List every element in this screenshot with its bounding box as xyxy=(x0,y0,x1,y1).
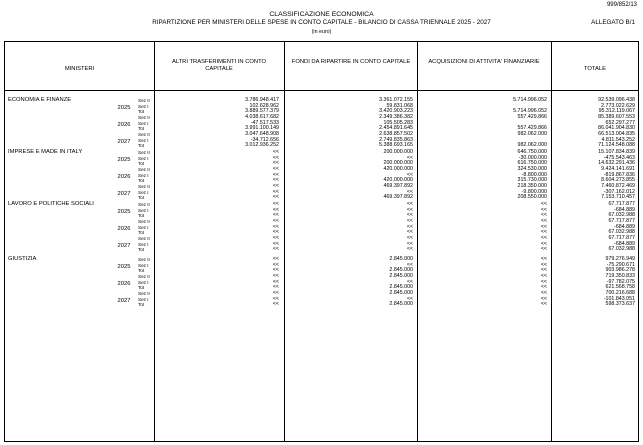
altri-trasferimenti-value: << xyxy=(272,218,279,224)
section-label: Sez II xyxy=(138,202,150,207)
fondi-da-ripartire-value: 469.397.892 xyxy=(383,183,413,189)
totale-value: 652.297.277 xyxy=(605,119,635,126)
altri-trasferimenti-value: << xyxy=(272,160,279,166)
fondi-da-ripartire-value: 469.397.892 xyxy=(383,194,413,200)
altri-trasferimenti-value: 3.012.936.252 xyxy=(245,142,279,148)
altri-trasferimenti-value: << xyxy=(272,194,279,200)
fondi-da-ripartire-value: 2.638.857.502 xyxy=(379,131,413,137)
fondi-da-ripartire-value: << xyxy=(406,229,413,235)
section-label: Sez I xyxy=(138,279,149,285)
fondi-da-ripartire-value: << xyxy=(406,206,413,213)
acquisizioni-value: << xyxy=(540,218,547,224)
altri-trasferimenti-value: << xyxy=(272,301,279,307)
altri-trasferimenti-value: << xyxy=(272,267,279,273)
section-label: Sez II xyxy=(138,257,150,262)
totale-value: 9.424.141.691 xyxy=(601,166,635,172)
year-label: 2027 xyxy=(117,139,131,145)
ministry-name: GIUSTIZIA xyxy=(8,256,37,262)
totale-value: -101.843.051 xyxy=(603,295,635,302)
altri-trasferimenti-value: << xyxy=(272,212,279,218)
section-label: Sez II xyxy=(138,150,150,155)
totale-value: 92.539.096.438 xyxy=(598,97,635,103)
acquisizioni-value: << xyxy=(540,201,547,207)
altri-trasferimenti-value: << xyxy=(272,177,279,183)
section-label: Tot xyxy=(138,268,145,273)
fondi-da-ripartire-value: 2.845.000 xyxy=(389,267,413,273)
totale-value: 85.389.607.553 xyxy=(598,114,635,120)
acquisizioni-value: 616.750.000 xyxy=(517,160,547,166)
table-row xyxy=(5,246,638,253)
fondi-da-ripartire-value: 2.845.000 xyxy=(389,301,413,307)
altri-trasferimenti-value: 102.628.962 xyxy=(249,102,279,109)
year-label: 2026 xyxy=(117,122,131,128)
altri-trasferimenti-value: << xyxy=(272,229,279,235)
section-label: Sez II xyxy=(138,98,150,103)
fondi-da-ripartire-value: 105.505.283 xyxy=(383,119,413,126)
section-label: Tot xyxy=(138,126,145,131)
section-label: Tot xyxy=(138,213,145,218)
section-label: Tot xyxy=(138,247,145,252)
currency-note: (in euro) xyxy=(311,29,332,35)
fondi-da-ripartire-value: 5.388.693.165 xyxy=(379,142,413,148)
section-label: Sez I xyxy=(138,155,149,161)
totale-value: 598.373.637 xyxy=(605,301,635,307)
acquisizioni-value: << xyxy=(540,261,547,268)
totale-value: 621.568.758 xyxy=(605,284,635,290)
altri-trasferimenti-value: << xyxy=(272,256,279,262)
altri-trasferimenti-value: << xyxy=(272,246,279,252)
fondi-da-ripartire-value: << xyxy=(406,235,413,241)
acquisizioni-value: << xyxy=(540,246,547,252)
totale-value: 700.216.688 xyxy=(605,290,635,296)
year-label: 2026 xyxy=(117,226,131,232)
section-label: Tot xyxy=(138,109,145,114)
altri-trasferimenti-value: << xyxy=(272,188,279,195)
acquisizioni-value: << xyxy=(540,295,547,302)
acquisizioni-value: << xyxy=(540,278,547,285)
altri-trasferimenti-value: -47.517.533 xyxy=(250,119,279,126)
document-code: 999/852/13 xyxy=(606,2,637,8)
fondi-da-ripartire-value: 2.845.000 xyxy=(389,273,413,279)
acquisizioni-value: 557.429.866 xyxy=(517,114,547,120)
fondi-da-ripartire-value: << xyxy=(406,240,413,247)
section-label: Tot xyxy=(138,230,145,235)
acquisizioni-value: 208.550.000 xyxy=(517,194,547,200)
totale-value: 71.124.548.088 xyxy=(598,142,635,148)
acquisizioni-value: << xyxy=(540,223,547,230)
acquisizioni-value: << xyxy=(540,267,547,273)
fondi-da-ripartire-value: 2.845.000 xyxy=(389,290,413,296)
acquisizioni-value: << xyxy=(540,256,547,262)
acquisizioni-value: 646.750.000 xyxy=(517,149,547,155)
section-label: Tot xyxy=(138,285,145,290)
section-label: Sez II xyxy=(138,291,150,296)
acquisizioni-value: << xyxy=(540,273,547,279)
acquisizioni-value: << xyxy=(540,284,547,290)
table-row xyxy=(5,301,638,308)
budget-table xyxy=(4,41,639,442)
totale-value: 67.717.877 xyxy=(608,235,635,241)
acquisizioni-value: << xyxy=(540,240,547,247)
totale-value: 67.032.988 xyxy=(608,212,635,218)
section-label: Sez I xyxy=(138,189,149,195)
table-row xyxy=(5,142,638,149)
altri-trasferimenti-value: 4.038.617.682 xyxy=(245,114,279,120)
fondi-da-ripartire-value: << xyxy=(406,154,413,161)
totale-value: 67.717.877 xyxy=(608,218,635,224)
section-label: Tot xyxy=(138,302,145,307)
acquisizioni-value: 315.730.000 xyxy=(517,177,547,183)
section-label: Sez II xyxy=(138,219,150,224)
column-header-altri-trasferimenti: ALTRI TRASFERIMENTI IN CONTO CAPITALE xyxy=(171,59,267,72)
column-header-acquisizioni: ACQUISIZIONI DI ATTIVITA' FINANZIARIE xyxy=(428,59,540,65)
fondi-da-ripartire-value: 2.845.000 xyxy=(389,284,413,290)
section-label: Sez II xyxy=(138,115,150,120)
acquisizioni-value: << xyxy=(540,229,547,235)
acquisizioni-value: 982.062.000 xyxy=(517,142,547,148)
altri-trasferimenti-value: << xyxy=(272,261,279,268)
year-label: 2026 xyxy=(117,281,131,287)
fondi-da-ripartire-value: << xyxy=(406,188,413,195)
section-label: Sez I xyxy=(138,172,149,178)
totale-value: 979.276.949 xyxy=(605,256,635,262)
section-label: Sez I xyxy=(138,296,149,302)
section-label: Sez I xyxy=(138,120,149,126)
altri-trasferimenti-value: 3.889.577.379 xyxy=(245,108,279,114)
year-label: 2025 xyxy=(117,105,131,111)
totale-value: 67.032.988 xyxy=(608,246,635,252)
ministry-name: ECONOMIA E FINANZE xyxy=(8,97,72,103)
altri-trasferimenti-value: << xyxy=(272,206,279,213)
section-label: Sez I xyxy=(138,207,149,213)
acquisizioni-value: 5.714.996.052 xyxy=(513,97,547,103)
section-label: Sez I xyxy=(138,241,149,247)
fondi-da-ripartire-value: 2.349.386.382 xyxy=(379,114,413,120)
header-divider xyxy=(5,90,638,91)
acquisizioni-value: 218.350.000 xyxy=(517,183,547,189)
totale-value: 14.632.291.436 xyxy=(598,160,635,166)
altri-trasferimenti-value: << xyxy=(272,273,279,279)
ministry-name: IMPRESE E MADE IN ITALY xyxy=(8,149,83,155)
fondi-da-ripartire-value: 2.454.891.645 xyxy=(379,125,413,131)
acquisizioni-value: -8.800.000 xyxy=(521,171,547,178)
year-label: 2027 xyxy=(117,298,131,304)
altri-trasferimenti-value: << xyxy=(272,284,279,290)
fondi-da-ripartire-value: << xyxy=(406,201,413,207)
year-label: 2027 xyxy=(117,191,131,197)
fondi-da-ripartire-value: << xyxy=(406,218,413,224)
year-label: 2025 xyxy=(117,157,131,163)
totale-value: 86.041.904.830 xyxy=(598,125,635,131)
section-label: Sez II xyxy=(138,132,150,137)
section-label: Sez II xyxy=(138,274,150,279)
section-label: Tot xyxy=(138,143,145,148)
report-title: CLASSIFICAZIONE ECONOMICA xyxy=(269,11,374,18)
altri-trasferimenti-value: 3.991.100.149 xyxy=(245,125,279,131)
acquisizioni-value: << xyxy=(540,290,547,296)
column-header-totale: TOTALE xyxy=(583,66,606,72)
altri-trasferimenti-value: << xyxy=(272,154,279,161)
section-label: Sez I xyxy=(138,224,149,230)
fondi-da-ripartire-value: 2.749.835.863 xyxy=(379,136,413,143)
year-label: 2025 xyxy=(117,209,131,215)
altri-trasferimenti-value: -34.712.656 xyxy=(250,136,279,143)
table-row xyxy=(5,194,638,201)
altri-trasferimenti-value: << xyxy=(272,278,279,285)
acquisizioni-value: 557.429.866 xyxy=(517,125,547,131)
acquisizioni-value: 5.714.996.052 xyxy=(513,108,547,114)
totale-value: 2.773.022.629 xyxy=(601,102,635,109)
fondi-da-ripartire-value: << xyxy=(406,246,413,252)
fondi-da-ripartire-value: << xyxy=(406,261,413,268)
totale-value: 7.153.710.457 xyxy=(601,194,635,200)
column-header-ministeri: MINISTERI xyxy=(64,66,95,72)
section-label: Sez II xyxy=(138,184,150,189)
totale-value: -684.889 xyxy=(614,206,635,213)
section-label: Sez II xyxy=(138,167,150,172)
acquisizioni-value: -30.000.000 xyxy=(518,154,547,161)
fondi-da-ripartire-value: 3.361.072.155 xyxy=(379,97,413,103)
fondi-da-ripartire-value: << xyxy=(406,171,413,178)
altri-trasferimenti-value: << xyxy=(272,295,279,302)
acquisizioni-value: 324.530.000 xyxy=(517,166,547,172)
annex-label: ALLEGATO B/1 xyxy=(591,19,635,26)
totale-value: -819.867.836 xyxy=(603,171,635,178)
fondi-da-ripartire-value: << xyxy=(406,295,413,302)
ministry-name: LAVORO E POLITICHE SOCIALI xyxy=(8,201,94,207)
totale-value: 8.604.273.855 xyxy=(601,177,635,183)
acquisizioni-value: << xyxy=(540,235,547,241)
report-subtitle: RIPARTIZIONE PER MINISTERI DELLE SPESE IN CONTO CAPITALE - BILANCIO DI CASSA TRIENNALE 2025 - 2027 xyxy=(152,19,491,26)
section-label: Tot xyxy=(138,195,145,200)
totale-value: -684.889 xyxy=(614,223,635,230)
acquisizioni-value: -9.800.000 xyxy=(521,188,547,195)
section-label: Sez I xyxy=(138,262,149,268)
acquisizioni-value: 982.062.000 xyxy=(517,131,547,137)
altri-trasferimenti-value: << xyxy=(272,235,279,241)
totale-value: -75.290.671 xyxy=(606,261,635,268)
altri-trasferimenti-value: << xyxy=(272,183,279,189)
altri-trasferimenti-value: << xyxy=(272,171,279,178)
fondi-da-ripartire-value: 420.000.000 xyxy=(383,177,413,183)
acquisizioni-value: << xyxy=(540,212,547,218)
year-label: 2025 xyxy=(117,264,131,270)
altri-trasferimenti-value: 3.047.648.908 xyxy=(245,131,279,137)
altri-trasferimenti-value: << xyxy=(272,290,279,296)
section-label: Tot xyxy=(138,178,145,183)
totale-value: -475.543.463 xyxy=(603,154,635,161)
fondi-da-ripartire-value: 59.831.068 xyxy=(386,102,413,109)
altri-trasferimenti-value: 3.786.948.417 xyxy=(245,97,279,103)
totale-value: 4.811.543.252 xyxy=(601,136,635,143)
column-header-fondi-da-ripartire: FONDI DA RIPARTIRE IN CONTO CAPITALE xyxy=(291,59,411,65)
altri-trasferimenti-value: << xyxy=(272,223,279,230)
totale-value: -97.782.075 xyxy=(606,278,635,285)
totale-value: 66.513.004.835 xyxy=(598,131,635,137)
fondi-da-ripartire-value: 200.000.000 xyxy=(383,149,413,155)
year-label: 2027 xyxy=(117,243,131,249)
fondi-da-ripartire-value: 3.420.903.223 xyxy=(379,108,413,114)
totale-value: 903.986.278 xyxy=(605,267,635,273)
year-label: 2026 xyxy=(117,174,131,180)
section-label: Sez I xyxy=(138,103,149,109)
acquisizioni-value: << xyxy=(540,301,547,307)
totale-value: -307.162.012 xyxy=(603,188,635,195)
section-label: Tot xyxy=(138,161,145,166)
fondi-da-ripartire-value: 420.000.000 xyxy=(383,166,413,172)
fondi-da-ripartire-value: 2.845.000 xyxy=(389,256,413,262)
section-label: Sez I xyxy=(138,137,149,143)
totale-value: 67.717.877 xyxy=(608,201,635,207)
fondi-da-ripartire-value: << xyxy=(406,212,413,218)
totale-value: 7.460.872.469 xyxy=(601,183,635,189)
altri-trasferimenti-value: << xyxy=(272,166,279,172)
acquisizioni-value: << xyxy=(540,206,547,213)
fondi-da-ripartire-value: << xyxy=(406,278,413,285)
altri-trasferimenti-value: << xyxy=(272,240,279,247)
totale-value: -684.889 xyxy=(614,240,635,247)
fondi-da-ripartire-value: << xyxy=(406,223,413,230)
altri-trasferimenti-value: << xyxy=(272,149,279,155)
totale-value: 67.032.988 xyxy=(608,229,635,235)
totale-value: 719.350.833 xyxy=(605,273,635,279)
totale-value: 15.107.834.839 xyxy=(598,149,635,155)
fondi-da-ripartire-value: 200.000.000 xyxy=(383,160,413,166)
section-label: Sez II xyxy=(138,236,150,241)
totale-value: 95.312.119.067 xyxy=(598,108,635,114)
altri-trasferimenti-value: << xyxy=(272,201,279,207)
